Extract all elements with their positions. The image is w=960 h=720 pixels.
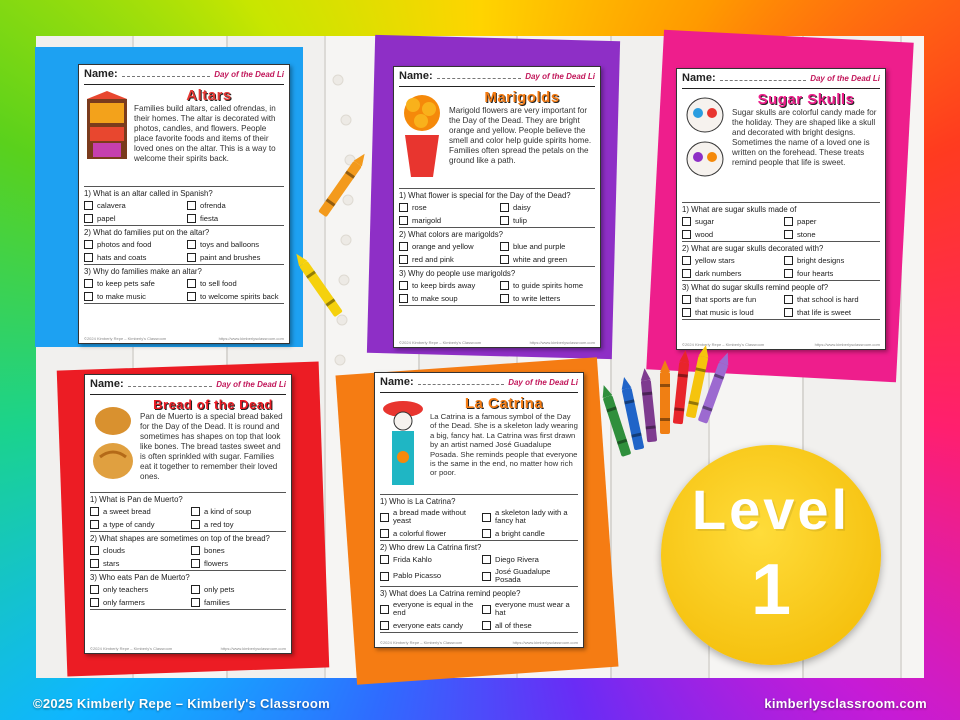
answer-option[interactable] — [500, 216, 595, 225]
option-label: all of these — [495, 620, 532, 630]
checkbox[interactable] — [191, 598, 200, 607]
option-label: toys and balloons — [200, 239, 260, 249]
question-text: 2) What are sugar skulls decorated with? — [682, 244, 824, 253]
option-label: daisy — [513, 202, 531, 212]
question-text: 1) What are sugar skulls made of — [682, 205, 797, 214]
checkbox[interactable] — [784, 308, 793, 317]
option-label: paint and brushes — [200, 252, 261, 262]
option-label: a bread made without yeast — [393, 508, 467, 525]
checkbox[interactable] — [682, 217, 691, 226]
name-line — [682, 72, 880, 89]
option-label: to welcome spirits back — [200, 291, 279, 301]
option-label: only farmers — [103, 597, 145, 607]
option-label: only pets — [204, 584, 235, 594]
checkbox[interactable] — [500, 203, 509, 212]
answer-option[interactable] — [682, 269, 778, 278]
dod-label: Day of the Dead Li — [508, 378, 578, 387]
answer-option[interactable] — [682, 256, 778, 265]
checkbox[interactable] — [191, 507, 200, 516]
checkbox[interactable] — [682, 308, 691, 317]
checkbox[interactable] — [482, 605, 491, 614]
question-1 — [399, 189, 595, 228]
answer-option[interactable] — [784, 295, 880, 304]
answer-option[interactable] — [500, 294, 595, 303]
level-word: Level — [691, 478, 851, 541]
answer-option[interactable] — [191, 598, 286, 607]
worksheet-marigolds — [393, 66, 601, 348]
fine-print: https://www.kimberlysclassroom.com — [814, 342, 880, 347]
checkbox[interactable] — [482, 572, 491, 581]
question-text: 1) Who is La Catrina? — [380, 497, 456, 506]
question-3 — [84, 265, 284, 304]
option-label: everyone must wear a hat — [495, 600, 570, 617]
answer-option[interactable] — [191, 507, 286, 516]
checkbox[interactable] — [380, 529, 389, 538]
crayon-orange-2 — [660, 372, 670, 434]
website-link[interactable]: kimberlysclassroom.com — [764, 696, 927, 711]
dod-label: Day of the Dead Li — [214, 70, 284, 79]
answer-option[interactable] — [399, 294, 494, 303]
option-label: stone — [797, 229, 816, 239]
option-label: a skeleton lady with a fancy hat — [495, 508, 568, 525]
fine-print: ©2024 Kimberly Repe – Kimberly's Classroom — [380, 640, 463, 645]
sheet-footer — [399, 340, 595, 345]
question-text: 3) Why do families make an altar? — [84, 267, 202, 276]
checkbox[interactable] — [399, 294, 408, 303]
checkbox[interactable] — [90, 559, 99, 568]
question-text: 2) What shapes are sometimes on top of the bread? — [90, 534, 270, 543]
name-line — [90, 378, 286, 395]
name-line — [84, 68, 284, 85]
question-1 — [682, 203, 880, 242]
answer-option[interactable] — [482, 555, 578, 564]
question-text: 2) What colors are marigolds? — [399, 230, 503, 239]
checkbox[interactable] — [90, 598, 99, 607]
answer-option[interactable] — [784, 230, 880, 239]
checkbox[interactable] — [187, 253, 196, 262]
checkbox[interactable] — [84, 201, 93, 210]
checkbox[interactable] — [90, 520, 99, 529]
option-label: photos and food — [97, 239, 152, 249]
name-label: Name: — [380, 376, 414, 388]
option-label: José Guadalupe Posada — [495, 567, 551, 584]
sheet-footer — [90, 646, 286, 651]
answer-option[interactable] — [84, 253, 181, 262]
option-label: blue and purple — [513, 241, 566, 251]
question-3 — [380, 587, 578, 633]
question-text: 3) What does La Catrina remind people? — [380, 589, 521, 598]
answer-option[interactable] — [90, 507, 185, 516]
question-text: 3) Who eats Pan de Muerto? — [90, 573, 190, 582]
option-label: to keep pets safe — [97, 278, 155, 288]
question-3 — [90, 571, 286, 610]
checkbox[interactable] — [500, 281, 509, 290]
sheet-title: Sugar Skulls — [757, 91, 855, 108]
checkbox[interactable] — [399, 255, 408, 264]
option-label: a sweet bread — [103, 506, 151, 516]
altar-icon — [84, 89, 130, 183]
option-label: families — [204, 597, 230, 607]
fine-print: ©2024 Kimberly Repe – Kimberly's Classroom — [399, 340, 482, 345]
fine-print: ©2024 Kimberly Repe – Kimberly's Classroom — [90, 646, 173, 651]
checkbox[interactable] — [90, 585, 99, 594]
option-label: Frida Kahlo — [393, 554, 432, 564]
answer-option[interactable] — [380, 601, 476, 617]
question-2 — [90, 532, 286, 571]
checkbox[interactable] — [84, 214, 93, 223]
answer-option[interactable] — [191, 585, 286, 594]
question-text: 2) What do families put on the altar? — [84, 228, 210, 237]
question-1 — [380, 495, 578, 541]
answer-option[interactable] — [90, 598, 185, 607]
checkbox[interactable] — [784, 295, 793, 304]
question-text: 3) Why do people use marigolds? — [399, 269, 516, 278]
option-label: stars — [103, 558, 120, 568]
answer-option[interactable] — [500, 242, 595, 251]
checkbox[interactable] — [380, 555, 389, 564]
option-label: bright designs — [797, 255, 845, 265]
answer-option[interactable] — [399, 255, 494, 264]
option-label: yellow stars — [695, 255, 735, 265]
answer-option[interactable] — [187, 292, 284, 301]
answer-option[interactable] — [380, 509, 476, 525]
answer-option[interactable] — [90, 520, 185, 529]
option-label: sugar — [695, 216, 714, 226]
answer-option[interactable] — [682, 230, 778, 239]
option-label: calavera — [97, 200, 126, 210]
dod-label: Day of the Dead Li — [810, 74, 880, 83]
option-label: orange and yellow — [412, 241, 474, 251]
option-label: dark numbers — [695, 268, 742, 278]
option-label: wood — [695, 229, 714, 239]
option-label: that music is loud — [695, 307, 754, 317]
option-label: papel — [97, 213, 116, 223]
answer-option[interactable] — [187, 240, 284, 249]
answer-option[interactable] — [84, 201, 181, 210]
question-text: 1) What is Pan de Muerto? — [90, 495, 183, 504]
answer-option[interactable] — [482, 621, 578, 630]
answer-option[interactable] — [784, 217, 880, 226]
answer-option[interactable] — [482, 529, 578, 538]
checkbox[interactable] — [191, 546, 200, 555]
option-label: Diego Rivera — [495, 554, 539, 564]
name-label: Name: — [90, 378, 124, 390]
sheet-footer — [380, 640, 578, 645]
fine-print: https://www.kimberlysclassroom.com — [512, 640, 578, 645]
option-label: flowers — [204, 558, 229, 568]
answer-option[interactable] — [682, 308, 778, 317]
option-label: to sell food — [200, 278, 237, 288]
answer-option[interactable] — [84, 214, 181, 223]
answer-option[interactable] — [682, 217, 778, 226]
checkbox[interactable] — [500, 242, 509, 251]
checkbox[interactable] — [187, 214, 196, 223]
level-number: 1 — [750, 550, 792, 630]
dod-label: Day of the Dead Li — [525, 72, 595, 81]
checkbox[interactable] — [191, 520, 200, 529]
answer-option[interactable] — [191, 546, 286, 555]
answer-option[interactable] — [84, 240, 181, 249]
checkbox[interactable] — [191, 559, 200, 568]
checkbox[interactable] — [187, 279, 196, 288]
marigold-icon — [399, 91, 445, 185]
checkbox[interactable] — [380, 621, 389, 630]
answer-option[interactable] — [90, 559, 185, 568]
option-label: a type of candy — [103, 519, 155, 529]
answer-option[interactable] — [84, 279, 181, 288]
answer-option[interactable] — [84, 292, 181, 301]
checkbox[interactable] — [399, 203, 408, 212]
sheet-title: La Catrina — [464, 395, 544, 412]
question-text: 1) What flower is special for the Day of the Dead? — [399, 191, 571, 200]
checkbox[interactable] — [399, 216, 408, 225]
checkbox[interactable] — [187, 240, 196, 249]
checkbox[interactable] — [784, 269, 793, 278]
answer-option[interactable] — [399, 242, 494, 251]
checkbox[interactable] — [482, 513, 491, 522]
level-badge — [661, 445, 881, 665]
checkbox[interactable] — [682, 256, 691, 265]
question-text: 3) What do sugar skulls remind people of? — [682, 283, 829, 292]
question-text: 1) What is an altar called in Spanish? — [84, 189, 213, 198]
checkbox[interactable] — [784, 217, 793, 226]
answer-option[interactable] — [500, 255, 595, 264]
option-label: to make music — [97, 291, 146, 301]
answer-option[interactable] — [191, 520, 286, 529]
option-label: to guide spirits home — [513, 280, 584, 290]
option-label: Pablo Picasso — [393, 571, 442, 580]
question-3 — [682, 281, 880, 320]
name-line — [380, 376, 578, 393]
answer-option[interactable] — [500, 203, 595, 212]
checkbox[interactable] — [380, 605, 389, 614]
option-label: to make soup — [412, 293, 458, 303]
checkbox[interactable] — [399, 242, 408, 251]
checkbox[interactable] — [399, 281, 408, 290]
answer-option[interactable] — [482, 601, 578, 617]
reading-passage: Pan de Muerto is a special bread baked for the Day of the Dead. It is round and sometimes has shapes on top that look like bones. The bread tastes sweet and is often sprinkled with sugar. Families eat it together to remember their loved ones. — [140, 412, 283, 481]
option-label: tulip — [513, 215, 527, 225]
question-2 — [682, 242, 880, 281]
answer-option[interactable] — [187, 214, 284, 223]
answer-option[interactable] — [380, 555, 476, 564]
checkbox[interactable] — [191, 585, 200, 594]
option-label: to keep birds away — [412, 280, 476, 290]
copyright-text: ©2025 Kimberly Repe – Kimberly's Classroom — [33, 696, 330, 711]
fine-print: ©2024 Kimberly Repe – Kimberly's Classroom — [682, 342, 765, 347]
worksheet-sugar-skulls — [676, 68, 886, 350]
checkbox[interactable] — [682, 230, 691, 239]
answer-option[interactable] — [500, 281, 595, 290]
sheet-footer — [84, 336, 284, 341]
answer-option[interactable] — [90, 546, 185, 555]
option-label: ofrenda — [200, 200, 226, 210]
option-label: bones — [204, 545, 225, 555]
option-label: four hearts — [797, 268, 834, 278]
checkbox[interactable] — [380, 513, 389, 522]
checkbox[interactable] — [500, 294, 509, 303]
la-catrina-icon — [380, 397, 426, 491]
checkbox[interactable] — [682, 295, 691, 304]
question-3 — [399, 267, 595, 306]
question-2 — [399, 228, 595, 267]
option-label: rose — [412, 202, 427, 212]
option-label: everyone eats candy — [393, 620, 464, 630]
answer-option[interactable] — [784, 308, 880, 317]
checkbox[interactable] — [482, 529, 491, 538]
option-label: white and green — [513, 254, 568, 264]
answer-option[interactable] — [380, 529, 476, 538]
question-2 — [380, 541, 578, 587]
answer-option[interactable] — [90, 585, 185, 594]
option-label: that sports are fun — [695, 294, 757, 304]
answer-option[interactable] — [380, 621, 476, 630]
fine-print: ©2024 Kimberly Repe – Kimberly's Classroom — [84, 336, 167, 341]
reading-passage: Families build altars, called ofrendas, in their homes. The altar is decorated with photos, candles, and flowers. People place favorite foods and items of their loved ones on the altar. This is a way to welcome their spirits back. — [134, 104, 276, 163]
reading-passage: La Catrina is a famous symbol of the Day of the Dead. She is a skeleton lady wearing a big, fancy hat. La Catrina was first drawn by an artist named José Guadalupe Posada. She reminds people that everyone is the same in the end, no matter how rich or poor. — [430, 412, 578, 478]
answer-option[interactable] — [482, 568, 578, 584]
question-2 — [84, 226, 284, 265]
fine-print: https://www.kimberlysclassroom.com — [220, 646, 286, 651]
checkbox[interactable] — [482, 555, 491, 564]
sugar-skull-icon — [682, 93, 728, 187]
checkbox[interactable] — [187, 292, 196, 301]
checkbox[interactable] — [84, 253, 93, 262]
option-label: hats and coats — [97, 252, 147, 262]
answer-option[interactable] — [784, 256, 880, 265]
option-label: a red toy — [204, 519, 234, 529]
option-label: clouds — [103, 545, 125, 555]
name-line — [399, 70, 595, 87]
option-label: paper — [797, 216, 817, 226]
checkbox[interactable] — [482, 621, 491, 630]
option-label: red and pink — [412, 254, 454, 264]
checkbox[interactable] — [500, 255, 509, 264]
checkbox[interactable] — [187, 201, 196, 210]
answer-option[interactable] — [784, 269, 880, 278]
sheet-title: Altars — [186, 87, 232, 104]
question-1 — [90, 493, 286, 532]
option-label: only teachers — [103, 584, 149, 594]
question-1 — [84, 187, 284, 226]
answer-option[interactable] — [399, 216, 494, 225]
fine-print: https://www.kimberlysclassroom.com — [529, 340, 595, 345]
option-label: that life is sweet — [797, 307, 852, 317]
sheet-title: Bread of the Dead — [153, 397, 273, 412]
answer-option[interactable] — [682, 295, 778, 304]
option-label: that school is hard — [797, 294, 859, 304]
option-label: to write letters — [513, 293, 561, 303]
answer-option[interactable] — [399, 203, 494, 212]
pan-de-muerto-icon — [90, 399, 136, 493]
reading-passage: Marigold flowers are very important for the Day of the Dead. They are bright orange and yellow. People believe the smell and color help guide spirits home. Families often spread the petals on the ground like a path. — [449, 106, 592, 165]
option-label: everyone is equal in the end — [393, 600, 474, 617]
answer-option[interactable] — [187, 253, 284, 262]
checkbox[interactable] — [90, 546, 99, 555]
answer-option[interactable] — [187, 279, 284, 288]
answer-option[interactable] — [482, 509, 578, 525]
answer-option[interactable] — [399, 281, 494, 290]
checkbox[interactable] — [84, 240, 93, 249]
worksheet-la-catrina — [374, 372, 584, 648]
option-label: fiesta — [200, 213, 219, 223]
question-text: 2) Who drew La Catrina first? — [380, 543, 482, 552]
worksheet-altars — [78, 64, 290, 344]
checkbox[interactable] — [84, 279, 93, 288]
name-label: Name: — [84, 68, 118, 80]
option-label: a bright candle — [495, 528, 545, 538]
checkbox[interactable] — [682, 269, 691, 278]
checkbox[interactable] — [380, 572, 389, 581]
sheet-footer — [682, 342, 880, 347]
dod-label: Day of the Dead Li — [216, 380, 286, 389]
worksheet-bread-of-the-dead — [84, 374, 292, 654]
fine-print: https://www.kimberlysclassroom.com — [218, 336, 284, 341]
name-label: Name: — [399, 70, 433, 82]
answer-option[interactable] — [380, 568, 476, 584]
reading-passage: Sugar skulls are colorful candy made for the holiday. They are shaped like a skull and decorated with bright designs. Sometimes the name of a loved one is written on the forehead. These treats remind people that life is sweet. — [732, 108, 877, 167]
checkbox[interactable] — [84, 292, 93, 301]
option-label: a kind of soup — [204, 506, 252, 516]
checkbox[interactable] — [500, 216, 509, 225]
option-label: a colorful flower — [393, 528, 447, 538]
answer-option[interactable] — [187, 201, 284, 210]
option-label: marigold — [412, 215, 442, 225]
sheet-title: Marigolds — [484, 89, 560, 106]
checkbox[interactable] — [784, 230, 793, 239]
name-label: Name: — [682, 72, 716, 84]
checkbox[interactable] — [90, 507, 99, 516]
answer-option[interactable] — [191, 559, 286, 568]
checkbox[interactable] — [784, 256, 793, 265]
